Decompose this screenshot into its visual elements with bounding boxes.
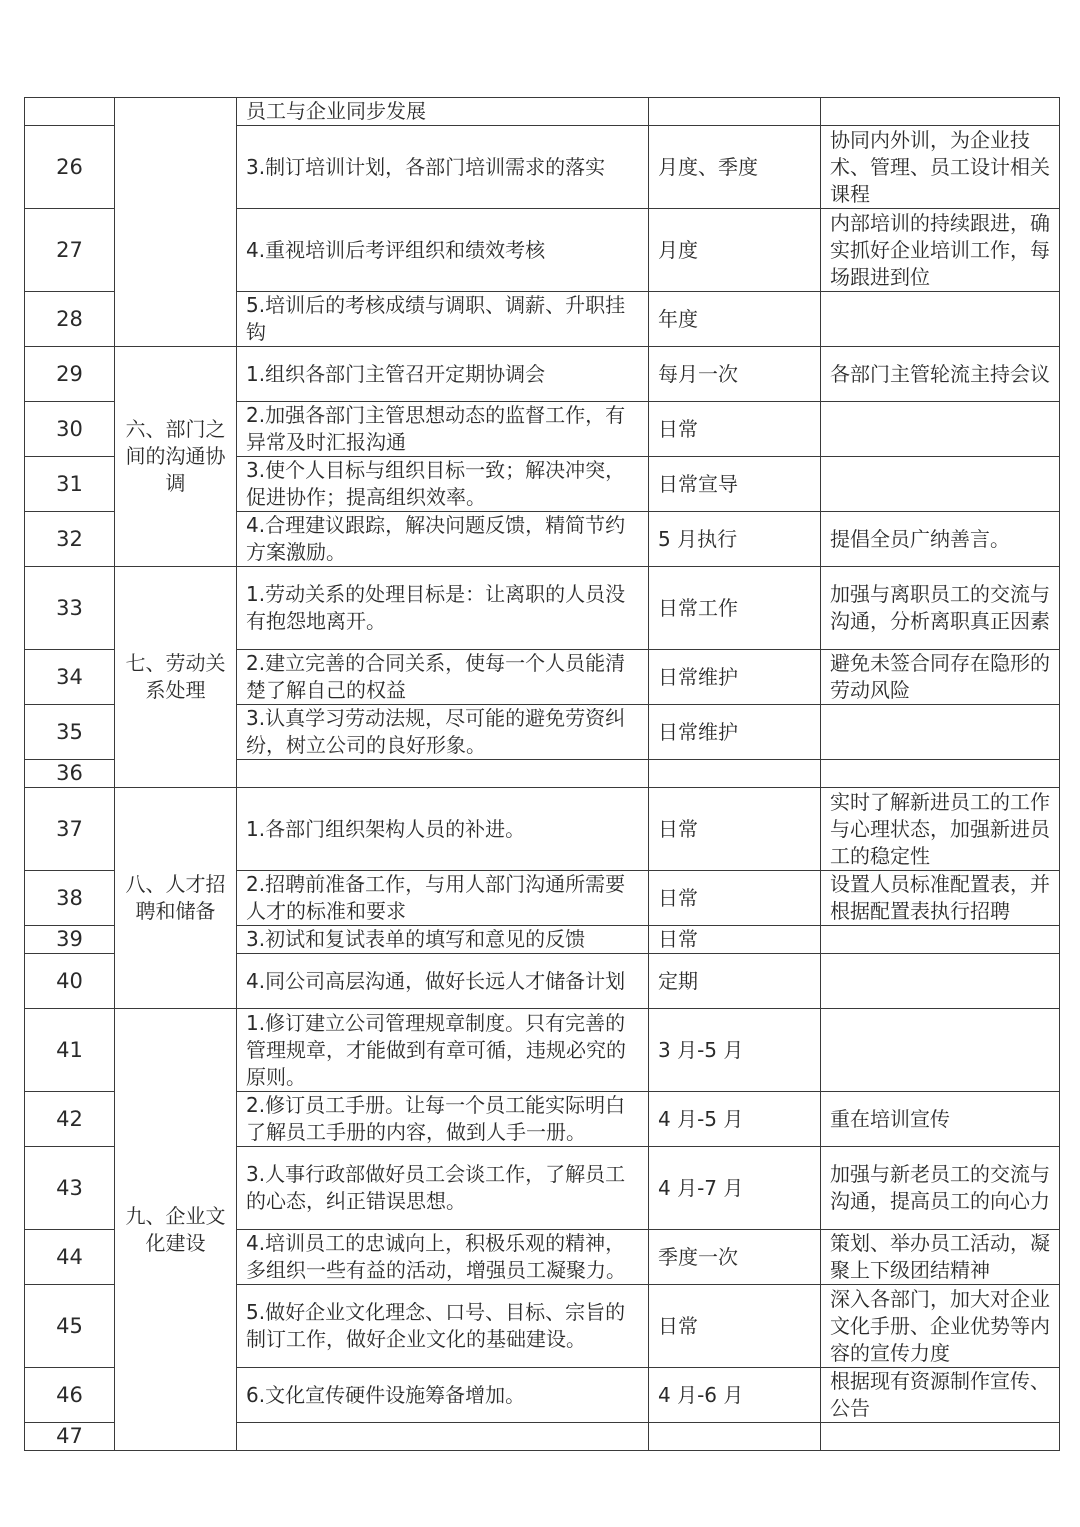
task-cell: 2.修订员工手册。让每一个员工能实际明白了解员工手册的内容，做到人手一册。 bbox=[237, 1092, 649, 1147]
row-number: 45 bbox=[25, 1285, 115, 1368]
task-cell: 3.制订培训计划，各部门培训需求的落实 bbox=[237, 126, 649, 209]
note-cell: 根据现有资源制作宣传、公告 bbox=[821, 1368, 1060, 1423]
time-cell: 日常 bbox=[649, 1285, 821, 1368]
table-row bbox=[25, 347, 1060, 402]
time-cell: 日常 bbox=[649, 402, 821, 457]
time-cell: 日常工作 bbox=[649, 567, 821, 650]
task-cell: 2.加强各部门主管思想动态的监督工作，有异常及时汇报沟通 bbox=[237, 402, 649, 457]
task-cell: 员工与企业同步发展 bbox=[237, 98, 649, 126]
table-row bbox=[25, 567, 1060, 650]
time-cell: 日常维护 bbox=[649, 705, 821, 760]
task-cell: 4.重视培训后考评组织和绩效考核 bbox=[237, 209, 649, 292]
row-number: 47 bbox=[25, 1423, 115, 1451]
row-number: 43 bbox=[25, 1147, 115, 1230]
note-cell bbox=[821, 98, 1060, 126]
table-row bbox=[25, 98, 1060, 126]
time-cell: 季度一次 bbox=[649, 1230, 821, 1285]
row-number: 35 bbox=[25, 705, 115, 760]
category-cell: 七、劳动关系处理 bbox=[115, 567, 237, 788]
task-cell: 4.培训员工的忠诚向上，积极乐观的精神，多组织一些有益的活动，增强员工凝聚力。 bbox=[237, 1230, 649, 1285]
table-row bbox=[25, 1009, 1060, 1092]
time-cell: 日常 bbox=[649, 788, 821, 871]
time-cell: 日常宣导 bbox=[649, 457, 821, 512]
note-cell: 策划、举办员工活动，凝聚上下级团结精神 bbox=[821, 1230, 1060, 1285]
time-cell: 年度 bbox=[649, 292, 821, 347]
row-number: 29 bbox=[25, 347, 115, 402]
category-cell bbox=[115, 98, 237, 347]
row-number: 40 bbox=[25, 954, 115, 1009]
note-cell: 设置人员标准配置表，并根据配置表执行招聘 bbox=[821, 871, 1060, 926]
time-cell: 4 月-7 月 bbox=[649, 1147, 821, 1230]
row-number: 42 bbox=[25, 1092, 115, 1147]
time-cell: 定期 bbox=[649, 954, 821, 1009]
category-cell: 八、人才招聘和储备 bbox=[115, 788, 237, 1009]
task-cell bbox=[237, 760, 649, 788]
note-cell: 实时了解新进员工的工作与心理状态，加强新进员工的稳定性 bbox=[821, 788, 1060, 871]
note-cell bbox=[821, 760, 1060, 788]
time-cell: 每月一次 bbox=[649, 347, 821, 402]
note-cell: 提倡全员广纳善言。 bbox=[821, 512, 1060, 567]
task-cell: 3.认真学习劳动法规，尽可能的避免劳资纠纷，树立公司的良好形象。 bbox=[237, 705, 649, 760]
time-cell bbox=[649, 1423, 821, 1451]
row-number: 36 bbox=[25, 760, 115, 788]
task-cell: 2.招聘前准备工作，与用人部门沟通所需要人才的标准和要求 bbox=[237, 871, 649, 926]
table-row bbox=[25, 788, 1060, 871]
row-number: 30 bbox=[25, 402, 115, 457]
note-cell: 内部培训的持续跟进，确实抓好企业培训工作，每场跟进到位 bbox=[821, 209, 1060, 292]
note-cell bbox=[821, 292, 1060, 347]
task-cell: 3.人事行政部做好员工会谈工作，了解员工的心态，纠正错误思想。 bbox=[237, 1147, 649, 1230]
row-number: 32 bbox=[25, 512, 115, 567]
time-cell: 日常维护 bbox=[649, 650, 821, 705]
row-number: 39 bbox=[25, 926, 115, 954]
plan-table bbox=[24, 97, 1060, 1451]
time-cell bbox=[649, 98, 821, 126]
task-cell: 1.组织各部门主管召开定期协调会 bbox=[237, 347, 649, 402]
time-cell: 月度、季度 bbox=[649, 126, 821, 209]
note-cell bbox=[821, 457, 1060, 512]
row-number bbox=[25, 98, 115, 126]
time-cell: 3 月-5 月 bbox=[649, 1009, 821, 1092]
task-cell: 4.合理建议跟踪，解决问题反馈，精简节约方案激励。 bbox=[237, 512, 649, 567]
time-cell: 4 月-5 月 bbox=[649, 1092, 821, 1147]
task-cell: 3.使个人目标与组织目标一致；解决冲突，促进协作；提高组织效率。 bbox=[237, 457, 649, 512]
row-number: 26 bbox=[25, 126, 115, 209]
row-number: 31 bbox=[25, 457, 115, 512]
note-cell bbox=[821, 1009, 1060, 1092]
row-number: 37 bbox=[25, 788, 115, 871]
row-number: 46 bbox=[25, 1368, 115, 1423]
note-cell: 各部门主管轮流主持会议 bbox=[821, 347, 1060, 402]
task-cell: 2.建立完善的合同关系，使每一个人员能清楚了解自己的权益 bbox=[237, 650, 649, 705]
note-cell: 重在培训宣传 bbox=[821, 1092, 1060, 1147]
time-cell: 5 月执行 bbox=[649, 512, 821, 567]
task-cell: 5.做好企业文化理念、口号、目标、宗旨的制订工作，做好企业文化的基础建设。 bbox=[237, 1285, 649, 1368]
task-cell: 4.同公司高层沟通，做好长远人才储备计划 bbox=[237, 954, 649, 1009]
note-cell bbox=[821, 926, 1060, 954]
time-cell: 日常 bbox=[649, 871, 821, 926]
note-cell: 避免未签合同存在隐形的劳动风险 bbox=[821, 650, 1060, 705]
task-cell: 5.培训后的考核成绩与调职、调薪、升职挂钩 bbox=[237, 292, 649, 347]
row-number: 44 bbox=[25, 1230, 115, 1285]
time-cell: 月度 bbox=[649, 209, 821, 292]
category-cell: 六、部门之间的沟通协调 bbox=[115, 347, 237, 567]
note-cell: 深入各部门，加大对企业文化手册、企业优势等内容的宣传力度 bbox=[821, 1285, 1060, 1368]
row-number: 33 bbox=[25, 567, 115, 650]
row-number: 38 bbox=[25, 871, 115, 926]
category-cell: 九、企业文化建设 bbox=[115, 1009, 237, 1451]
row-number: 28 bbox=[25, 292, 115, 347]
note-cell bbox=[821, 402, 1060, 457]
note-cell: 协同内外训，为企业技术、管理、员工设计相关课程 bbox=[821, 126, 1060, 209]
note-cell bbox=[821, 705, 1060, 760]
note-cell: 加强与新老员工的交流与沟通，提高员工的向心力 bbox=[821, 1147, 1060, 1230]
task-cell: 1.各部门组织架构人员的补进。 bbox=[237, 788, 649, 871]
task-cell: 3.初试和复试表单的填写和意见的反馈 bbox=[237, 926, 649, 954]
time-cell: 日常 bbox=[649, 926, 821, 954]
task-cell bbox=[237, 1423, 649, 1451]
note-cell bbox=[821, 1423, 1060, 1451]
task-cell: 6.文化宣传硬件设施筹备增加。 bbox=[237, 1368, 649, 1423]
time-cell: 4 月-6 月 bbox=[649, 1368, 821, 1423]
time-cell bbox=[649, 760, 821, 788]
row-number: 41 bbox=[25, 1009, 115, 1092]
row-number: 27 bbox=[25, 209, 115, 292]
task-cell: 1.劳动关系的处理目标是：让离职的人员没有抱怨地离开。 bbox=[237, 567, 649, 650]
note-cell: 加强与离职员工的交流与沟通，分析离职真正因素 bbox=[821, 567, 1060, 650]
task-cell: 1.修订建立公司管理规章制度。只有完善的管理规章，才能做到有章可循，违规必究的原则。 bbox=[237, 1009, 649, 1092]
note-cell bbox=[821, 954, 1060, 1009]
row-number: 34 bbox=[25, 650, 115, 705]
